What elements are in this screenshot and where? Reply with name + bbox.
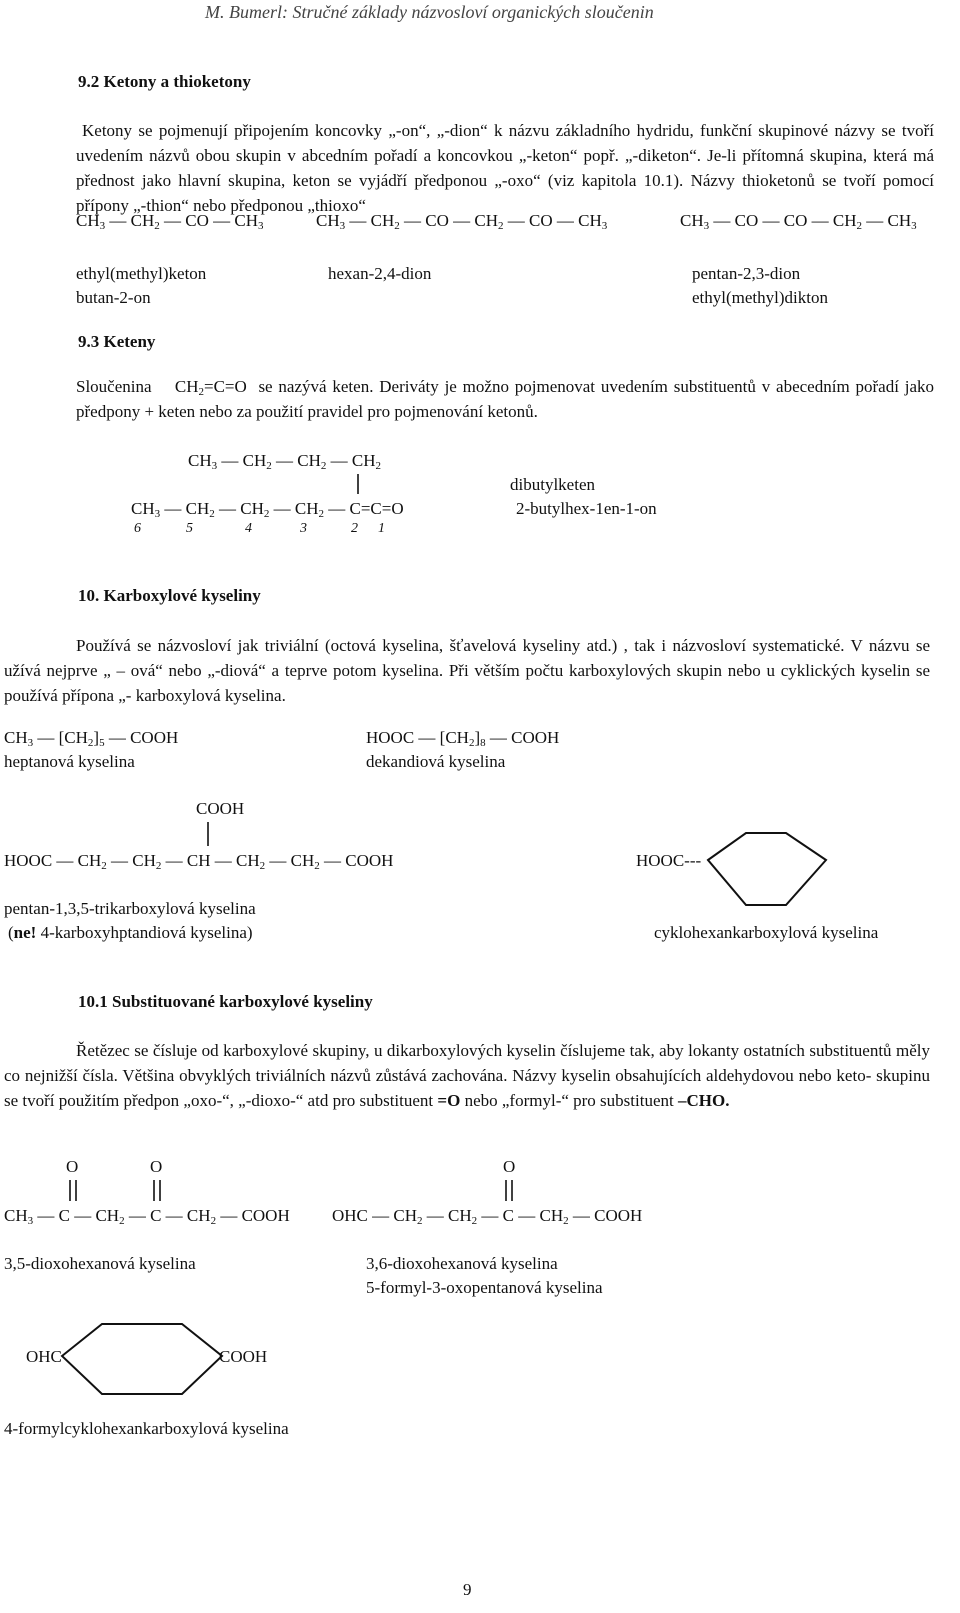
ring-right-group: COOH bbox=[219, 1347, 268, 1366]
cyclohexane-ring-formyl bbox=[62, 1324, 222, 1394]
section-9-3-title: 9.3 Keteny bbox=[78, 332, 156, 351]
name-heptanova: heptanová kyselina bbox=[4, 752, 135, 771]
name-butylhexenone: 2-butylhex-1en-1-on bbox=[516, 499, 657, 518]
note-ne: (ne! 4-karboxyhptandiová kyselina) bbox=[8, 923, 253, 942]
formula-oxohexanoic: OHC — $CH_2$ — $CH_2$ — C — $CH_2$ — COOH bbox=[332, 1206, 643, 1227]
keten-lead: Sloučenina bbox=[76, 377, 152, 396]
name-butan-2-on: butan-2-on bbox=[76, 288, 151, 307]
name-pentan-2-3-dion: pentan-2,3-dion bbox=[692, 264, 801, 283]
name-hexan-2-4-dion: hexan-2,4-dion bbox=[328, 264, 432, 283]
cho-label: –CHO. bbox=[677, 1091, 730, 1110]
locant-3: 3 bbox=[300, 521, 307, 536]
oxo-atom-1: O bbox=[66, 1157, 79, 1176]
name-ethylmethyldikton: ethyl(methyl)dikton bbox=[692, 288, 828, 307]
eq-o-label: =O bbox=[437, 1091, 461, 1110]
section-10-text: Používá se názvosloví jak triviální (octová kyselina, šťavelová kyseliny atd.) , tak i názvosloví systematické. V názvu se užívá nejprve „ – ová“ nebo „-diová“ a teprve potom kyselina. Při větším počtu karboxylových skupin nebo u cyklických kyselin se používá přípona „- karboxylová kyselina. bbox=[4, 636, 930, 705]
cyclohexane-acid-prefix: HOOC--- bbox=[636, 851, 702, 870]
formula-heptanoic: $CH_3$ — $[CH_2]_5$ — COOH bbox=[4, 728, 179, 749]
keten-text: se nazývá keten. Deriváty je možno pojmenovat uvedením substituentů v abecedním pořadí jako předpony + keten nebo za použití pravidel pro pojmenování ketonů. bbox=[76, 377, 935, 421]
formula-cooh-branch: COOH bbox=[196, 799, 245, 818]
page-number: 9 bbox=[463, 1580, 472, 1599]
name-ethylmethylketon: ethyl(methyl)keton bbox=[76, 264, 207, 283]
section-9-2-title: 9.2 Ketony a thioketony bbox=[78, 72, 251, 91]
section-9-2-text: Ketony se pojmenují připojením koncovky „-on“, „-dion“ k názvu základního hydridu, funkční skupinové názvy se tvoří uvedením názvů obou skupin v abcedním pořadí a koncovkou „-keton“ popř. „-diketon“. Je-li přítomná skupina, která má přednost jako hlavní skupina, keton se vyjádří předponou „-oxo“ (viz kapitola 10.1). Názvy thioketonů se tvoří pomocí přípony „-thion“ nebo předponou „thioxo“ bbox=[76, 121, 934, 215]
formula-dioxohexanoic: $CH_3$ — C — $CH_2$ — C — $CH_2$ — COOH bbox=[4, 1206, 290, 1227]
oxo-atom-2: O bbox=[150, 1157, 163, 1176]
name-formylcyklohexankarboxylova: 4-formylcyklohexankarboxylová kyselina bbox=[4, 1419, 289, 1438]
name-formyl-oxopentanova: 5-formyl-3-oxopentanová kyselina bbox=[366, 1278, 603, 1297]
name-dioxohexanova-35: 3,5-dioxohexanová kyselina bbox=[4, 1254, 196, 1273]
formula-decanedioic: HOOC — $[CH_2]_8$ — COOH bbox=[366, 728, 560, 749]
name-dekandiova: dekandiová kyselina bbox=[366, 752, 506, 771]
locant-1: 1 bbox=[378, 521, 385, 536]
section-10-1-text: Řetězec se čísluje od karboxylové skupiny, u dikarboxylových kyselin číslujeme tak, aby lokanty ostatních substituentů měly co nejnižší čísla. Většina obvyklých triviálních názvů zůstává zachována. Názvy kyselin obsahujících aldehydovou nebo keto- skupinu se tvoří použitím předpon „oxo-“, „-dioxo-“ atd pro substituent bbox=[4, 1041, 930, 1110]
name-pentan-trikarboxylova: pentan-1,3,5-trikarboxylová kyselina bbox=[4, 899, 256, 918]
formula-pentane-chain: HOOC — $CH_2$ — $CH_2$ — CH — $CH_2$ — $CH_2$ — COOH bbox=[4, 851, 394, 872]
section-10-1-mid: nebo „formyl-“ pro substituent bbox=[460, 1091, 678, 1110]
formula-hexanedione: $CH_3$ — $CH_2$ — CO — $CH_2$ — CO — $CH_3$ bbox=[316, 211, 608, 232]
keten-formula: $CH_2=C=O$ bbox=[174, 377, 247, 398]
locant-5: 5 bbox=[186, 521, 193, 536]
ring-left-group: OHC bbox=[26, 1347, 62, 1366]
locant-2: 2 bbox=[351, 521, 358, 536]
locant-4: 4 bbox=[245, 521, 252, 536]
note-ne-rest: 4-karboxyhptandiová kyselina) bbox=[36, 923, 253, 942]
formula-butanone: $CH_3$ — $CH_2$ — CO — $CH_3$ bbox=[76, 211, 264, 232]
section-10-1-title: 10.1 Substituované karboxylové kyseliny bbox=[78, 992, 373, 1011]
formula-butyl-branch: $CH_3$ — $CH_2$ — $CH_2$ — $CH_2$ bbox=[188, 451, 381, 472]
formula-ketene-chain: $CH_3$ — $CH_2$ — $CH_2$ — $CH_2$ — C=C=O bbox=[131, 499, 404, 520]
running-header: M. Bumerl: Stručné základy názvosloví organických sloučenin bbox=[205, 2, 654, 22]
cyclohexane-ring bbox=[708, 833, 826, 905]
locant-6: 6 bbox=[134, 521, 141, 536]
section-10-title: 10. Karboxylové kyseliny bbox=[78, 586, 261, 605]
name-dibutylketen: dibutylketen bbox=[510, 475, 595, 494]
note-ne-bold: ne! bbox=[13, 923, 37, 942]
oxo-atom-3: O bbox=[503, 1157, 516, 1176]
name-dioxohexanova-36: 3,6-dioxohexanová kyselina bbox=[366, 1254, 558, 1273]
name-cyklohexankarboxylova: cyklohexankarboxylová kyselina bbox=[654, 923, 879, 942]
formula-pentanedione: $CH_3$ — CO — CO — $CH_2$ — $CH_3$ bbox=[680, 211, 917, 232]
